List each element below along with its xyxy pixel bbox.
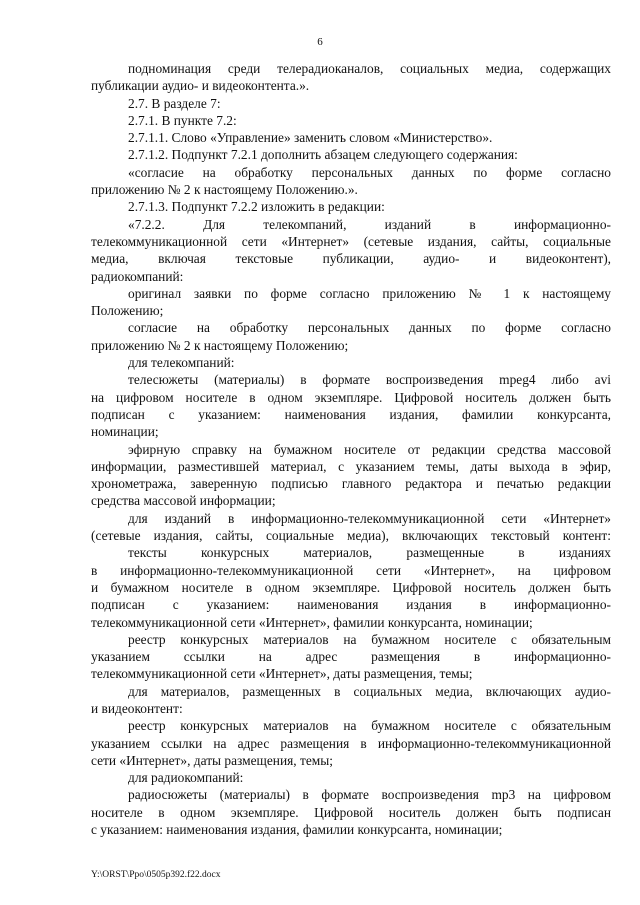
text-line: телекоммуникационной сети «Интернет», даты размещения, темы;: [91, 666, 473, 682]
text-line: Положению;: [91, 303, 164, 319]
text-line: сети «Интернет», даты размещения, темы;: [91, 752, 333, 768]
text-line: радиокомпаний:: [91, 268, 184, 284]
text-line: «согласие на обработку персональных данных по форме согласно: [128, 164, 611, 180]
document-body: [91, 60, 611, 838]
text-line: 2.7.1.1. Слово «Управление» заменить словом «Министерство».: [128, 130, 493, 146]
text-line: публикации аудио- и видеоконтента.».: [91, 78, 310, 94]
text-line: с указанием: наименования издания, фамилии конкурсанта, номинации;: [91, 822, 503, 838]
text-line: и бумажном носителе в одном экземпляре. Цифровой носитель должен быть: [91, 579, 611, 595]
text-line: 2.7.1. В пункте 7.2:: [128, 112, 237, 128]
text-line: «7.2.2. Для телекомпаний, изданий в информационно-: [128, 216, 611, 232]
text-line: оригинал заявки по форме согласно приложению № 1 к настоящему: [128, 285, 611, 301]
text-line: 2.7. В разделе 7:: [128, 95, 221, 111]
text-line: и видеоконтент:: [91, 700, 183, 716]
text-line: указанием ссылки на адрес размещения в информационно-телекоммуникационной: [91, 735, 611, 751]
text-line: медиа, включая текстовые публикации, аудио- и видеоконтент),: [91, 251, 611, 267]
text-line: тексты конкурсных материалов, размещенные в изданиях: [128, 545, 611, 561]
text-line: приложению № 2 к настоящему Положению.».: [91, 182, 358, 198]
text-line: указанием ссылки на адрес размещения в информационно-: [91, 649, 611, 665]
text-line: телесюжеты (материалы) в формате воспроизведения mpeg4 либо avi: [128, 372, 611, 388]
text-line: 2.7.1.3. Подпункт 7.2.2 изложить в редакции:: [128, 199, 385, 215]
text-line: телекоммуникационной сети «Интернет», фамилии конкурсанта, номинации;: [91, 614, 533, 630]
text-line: номинации;: [91, 424, 159, 440]
text-line: носителе в одном экземпляре. Цифровой носитель должен быть подписан: [91, 804, 611, 820]
text-line: информации, разместившей материал, с указанием темы, даты выхода в эфир,: [91, 458, 611, 474]
text-line: реестр конкурсных материалов на бумажном носителе с обязательным: [128, 718, 611, 734]
text-line: (сетевые издания, сайты, социальные медиа), включающих текстовый контент:: [91, 528, 611, 544]
text-line: подноминация среди телерадиоканалов, социальных медиа, содержащих: [128, 61, 611, 76]
file-path-footer: Y:\ORST\Ppo\0505p392.f22.docx: [91, 870, 221, 880]
text-line: средства массовой информации;: [91, 493, 276, 509]
text-line: 2.7.1.2. Подпункт 7.2.1 дополнить абзацем следующего содержания:: [128, 147, 518, 163]
text-line: радиосюжеты (материалы) в формате воспроизведения mp3 на цифровом: [128, 787, 611, 803]
text-line: хронометража, заверенную подписью главного редактора и печатью редакции: [91, 476, 611, 492]
text-line: эфирную справку на бумажном носителе от редакции средства массовой: [128, 441, 611, 457]
text-line: для изданий в информационно-телекоммуникационной сети «Интернет»: [128, 510, 611, 526]
text-line: для телекомпаний:: [128, 355, 235, 371]
text-line: подписан с указанием: наименования издания, фамилии конкурсанта,: [91, 406, 611, 422]
text-line: для радиокомпаний:: [128, 770, 244, 786]
text-line: реестр конкурсных материалов на бумажном носителе с обязательным: [128, 631, 611, 647]
text-line: подписан с указанием: наименования издания в информационно-: [91, 597, 611, 613]
text-line: приложению № 2 к настоящему Положению;: [91, 337, 349, 353]
text-line: в информационно-телекоммуникационной сети «Интернет», на цифровом: [91, 562, 611, 578]
text-line: телекоммуникационной сети «Интернет» (сетевые издания, сайты, социальные: [91, 233, 611, 249]
text-line: согласие на обработку персональных данных по форме согласно: [128, 320, 611, 336]
text-line: для материалов, размещенных в социальных медиа, включающих аудио-: [128, 683, 611, 699]
text-line: на цифровом носителе в одном экземпляре. Цифровой носитель должен быть: [91, 389, 611, 405]
page-number: 6: [317, 36, 323, 48]
